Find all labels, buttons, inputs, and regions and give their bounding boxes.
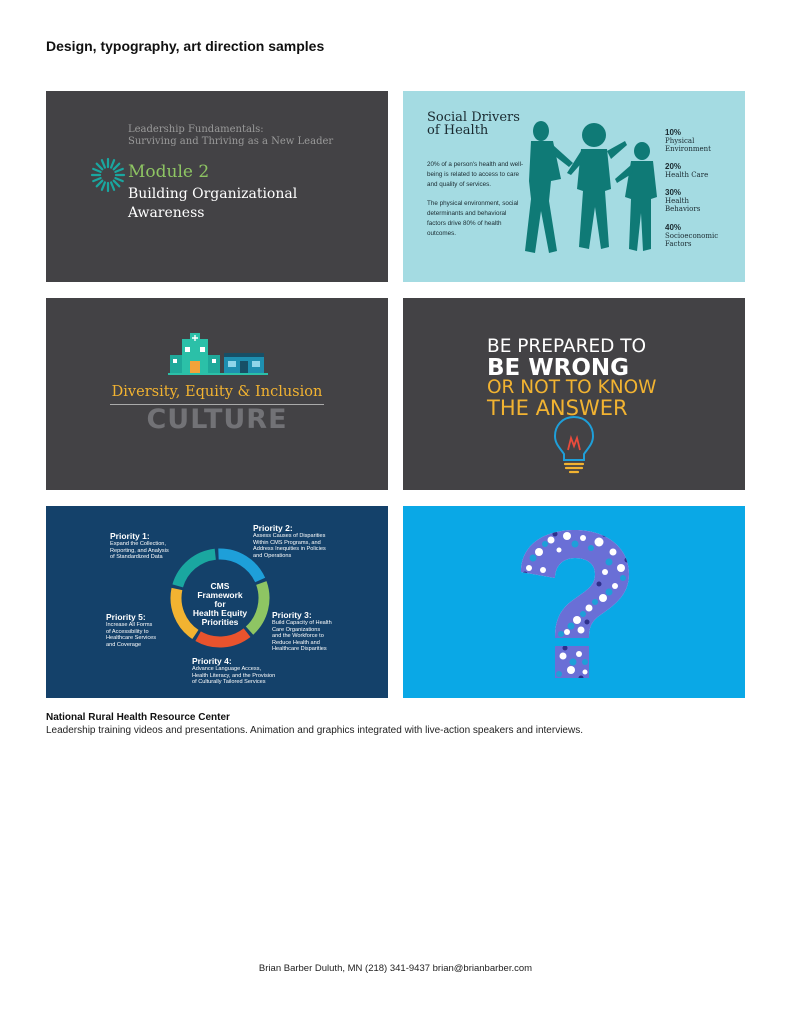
priority-text: Care Organizations <box>272 626 321 633</box>
priority-text: and Operations <box>253 552 292 559</box>
page-heading: Design, typography, art direction samples <box>46 38 325 54</box>
module-title-line-1: Building Organizational <box>128 186 298 202</box>
social-drivers-title-line-1: Social Drivers <box>427 110 520 125</box>
stat-label: Factors <box>665 240 692 248</box>
center-line: CMS <box>210 581 230 591</box>
priority-4 <box>192 656 275 686</box>
priority-text: Address Inequities in Policies <box>253 546 326 553</box>
priority-text: Healthcare Disparities <box>272 646 327 653</box>
priority-text: Assess Causes of Disparities <box>253 533 326 539</box>
module-number: Module 2 <box>128 162 210 182</box>
stat-health-behaviors <box>665 189 741 213</box>
stat-label: Behaviors <box>665 205 701 213</box>
body-paragraph-2: The physical environment, social determinants and behavioral factors drive 80% of health outcomes. <box>427 200 519 237</box>
stat-physical-environment <box>665 129 741 153</box>
caption-text: Leadership training videos and presentations. Animation and graphics integrated with live-action speakers and interviews. <box>46 725 583 736</box>
priority-text: Build Capacity of Health <box>272 620 332 626</box>
caption-title: National Rural Health Resource Center <box>46 712 230 723</box>
stat-percent: 40% <box>665 223 682 232</box>
starburst-icon <box>90 157 126 193</box>
center-line: Framework for <box>197 590 243 609</box>
slide-be-prepared <box>403 298 745 490</box>
slide-social-drivers <box>403 91 745 282</box>
headline-line-1: BE PREPARED TO <box>487 336 647 357</box>
module-title-line-2: Awareness <box>128 205 205 221</box>
question-mark-icon <box>515 528 635 680</box>
culture-heading: CULTURE <box>146 404 288 435</box>
footer-contact: Brian Barber Duluth, MN (218) 341-9437 brian@brianbarber.com <box>258 963 533 974</box>
headline-line-4: THE ANSWER <box>487 396 628 420</box>
priority-text: Increase All Forms <box>106 622 153 628</box>
headline-line-2: BE WRONG <box>487 355 630 381</box>
center-line: Health Equity <box>192 608 248 618</box>
priority-text: and the Workforce to <box>272 633 324 640</box>
stat-label: Socioeconomic <box>665 232 719 240</box>
priority-label: Priority 1: <box>110 531 150 541</box>
be-prepared-headline <box>487 336 687 419</box>
body-paragraph-1: 20% of a person's health and well-being is related to access to care and quality of services. <box>427 161 524 188</box>
priority-text: of Culturally Tailored Services <box>192 679 266 686</box>
priority-5 <box>106 612 156 648</box>
stat-label: Environment <box>665 145 711 153</box>
priority-text: of Accessibility to <box>106 628 149 635</box>
slide-cms-framework <box>46 506 388 698</box>
priority-text: Expand the Collection, <box>110 541 166 547</box>
lightbulb-icon <box>551 414 597 476</box>
priority-1 <box>110 531 169 561</box>
social-drivers-body <box>427 160 527 239</box>
priority-3 <box>272 610 332 653</box>
priority-label: Priority 2: <box>253 523 293 533</box>
priority-text: and Coverage <box>106 641 142 648</box>
priority-text: Reduce Health and <box>272 639 320 646</box>
buildings-icon <box>168 333 268 377</box>
stat-percent: 10% <box>665 128 682 137</box>
social-drivers-title <box>427 111 520 137</box>
people-illustration <box>521 119 671 255</box>
kicker-line-1: Leadership Fundamentals: <box>128 124 264 135</box>
framework-center-label <box>192 582 248 627</box>
priority-label: Priority 5: <box>106 612 146 622</box>
stat-label: Health Care <box>665 171 709 179</box>
module-kicker <box>128 124 333 148</box>
slide-question-mark <box>403 506 745 698</box>
priority-label: Priority 4: <box>192 656 232 666</box>
slide-leadership-module-2 <box>46 91 388 282</box>
headline-line-3: OR NOT TO KNOW <box>487 377 657 398</box>
priority-text: of Standardized Data <box>110 554 163 561</box>
priority-text: Healthcare Services <box>106 635 157 642</box>
stat-percent: 20% <box>665 162 682 171</box>
stat-health-care <box>665 163 741 179</box>
center-line: Priorities <box>201 617 239 627</box>
social-drivers-title-line-2: of Health <box>427 123 489 138</box>
stat-socioeconomic-factors <box>665 224 741 248</box>
priority-text: Within CMS Programs, and <box>253 539 321 546</box>
priority-text: Reporting, and Analysis <box>110 547 169 554</box>
dei-title: Diversity, Equity & Inclusion <box>111 384 323 400</box>
priority-2 <box>253 523 326 559</box>
stat-label: Physical <box>665 137 695 145</box>
stat-percent: 30% <box>665 188 682 197</box>
priority-text: Advance Language Access, <box>192 666 262 672</box>
priority-label: Priority 3: <box>272 610 312 620</box>
module-title <box>128 185 297 223</box>
priority-text: Health Literacy, and the Provision <box>192 672 276 679</box>
slide-dei-culture <box>46 298 388 490</box>
stat-label: Health <box>665 197 689 205</box>
kicker-line-2: Surviving and Thriving as a New Leader <box>128 136 334 147</box>
